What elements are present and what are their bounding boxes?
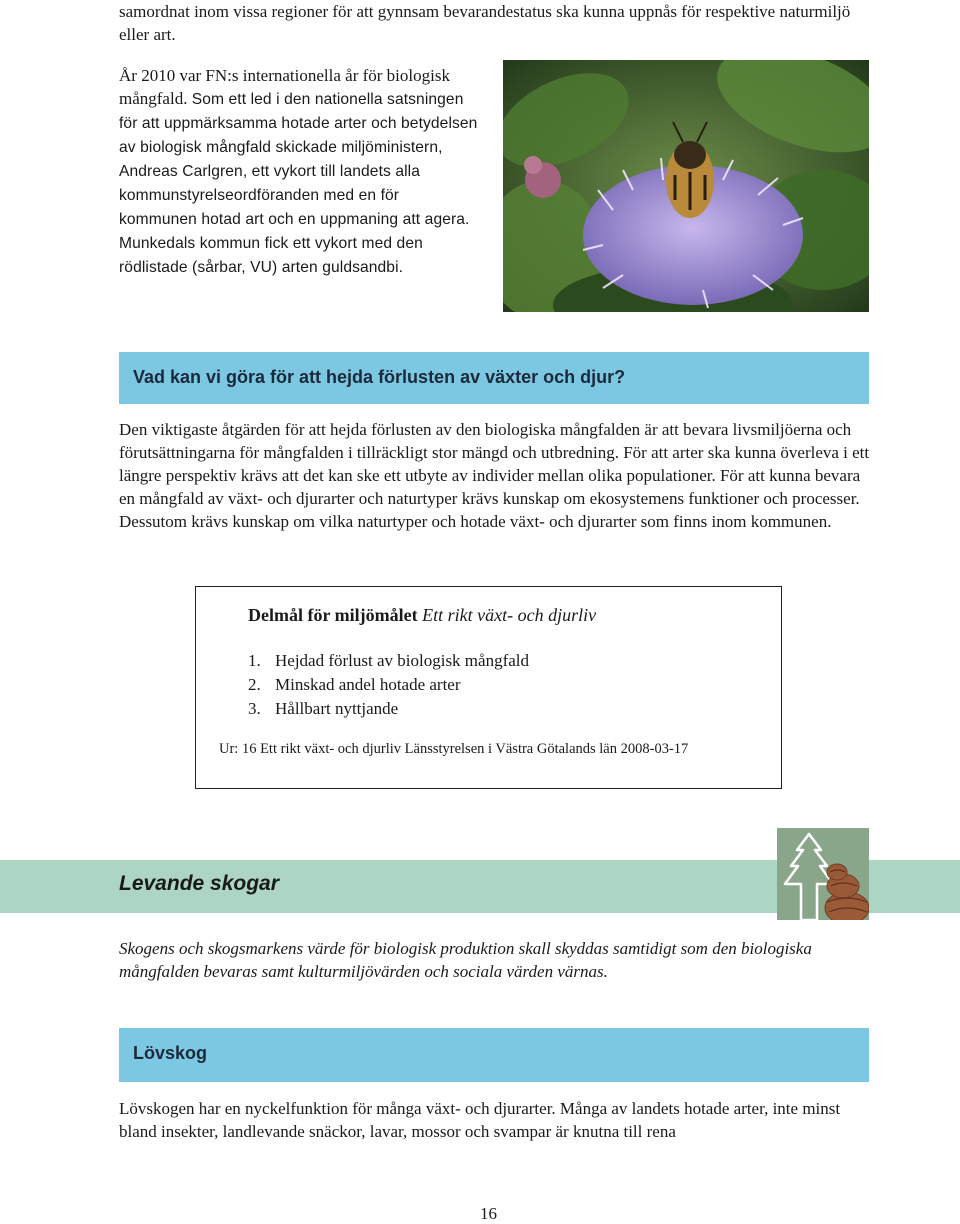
heading-band-lov — [119, 1028, 869, 1082]
tree-and-cone-icon — [777, 828, 869, 920]
section-heading-forest: Levande skogar — [119, 872, 279, 895]
year-2010-lead: År 2010 var FN:s internationella år för biologisk mångfald. — [119, 66, 450, 108]
goal-text: Minskad andel hotade arter — [275, 675, 461, 694]
goal-list — [248, 649, 529, 721]
goal-list-item — [248, 649, 529, 673]
goal-box — [195, 586, 782, 789]
section-heading-lov: Lövskog — [133, 1043, 208, 1063]
intro-paragraph: samordnat inom vissa regioner för att gynnsam bevarandestatus ska kunna uppnås för respektive naturmiljö eller art. — [119, 2, 851, 44]
goal-title-prefix: Delmål för miljömålet — [248, 605, 418, 625]
goal-number: 3. — [248, 699, 261, 718]
heading-band-vad — [119, 352, 869, 404]
goal-title-italic: Ett rikt växt- och djurliv — [422, 605, 597, 625]
tree-cone-graphic — [777, 828, 869, 920]
goal-box-title — [248, 605, 596, 626]
year-2010-paragraph — [119, 64, 479, 279]
bee-photo-illustration — [503, 60, 869, 312]
goal-number: 2. — [248, 675, 261, 694]
bee-on-flower-photo — [503, 60, 869, 312]
goal-number: 1. — [248, 651, 261, 670]
page-number: 16 — [480, 1204, 497, 1223]
lov-paragraph: Lövskogen har en nyckelfunktion för många växt- och djurarter. Många av landets hotade arter, inte minst bland insekter, landlevande snäckor, lavar, mossor och svampar är knutna till rena — [119, 1099, 841, 1141]
goal-list-item — [248, 697, 529, 721]
goal-list-item — [248, 673, 529, 697]
goal-text: Hållbart nyttjande — [275, 699, 399, 718]
section-heading-vad: Vad kan vi göra för att hejda förlusten av växter och djur? — [133, 367, 626, 387]
goal-text: Hejdad förlust av biologisk mångfald — [275, 651, 530, 670]
vad-paragraph: Den viktigaste åtgärden för att hejda förlusten av den biologiska mångfalden är att bevara livsmiljöerna och förutsättningarna för mångfalden i tillräckligt stor mängd och utbredning. För att arter ska kunna överleva i ett längre perspektiv krävs att det kan ske ett utbyte av individer mellan olika populationer. För att kunna bevara en mångfald av växt- och djurarter och naturtyper krävs kunskap om ekosystemens funktioner och processer. Dessutom krävs kunskap om vilka naturtyper och hotade växt- och djurarter som finns inom kommunen. — [119, 420, 870, 531]
year-2010-body: Som ett led i den nationella satsningen för att uppmärksamma hotade arter och betydelsen av biologisk mångfald skickade miljöministern, Andreas Carlgren, ett vykort till landets alla kommunstyrelseordföranden med en för kommunen hotad art och en uppmaning att agera. Munkedals kommun fick ett vykort med den rödlistade (sårbar, VU) arten guldsandbi. — [119, 91, 478, 276]
goal-source: Ur: 16 Ett rikt växt- och djurliv Länsstyrelsen i Västra Götalands län 2008-03-17 — [219, 741, 689, 757]
forest-goal-paragraph: Skogens och skogsmarkens värde för biologisk produktion skall skyddas samtidigt som den biologiska mångfalden bevaras samt kulturmiljövärden och sociala värden värnas. — [119, 939, 812, 981]
